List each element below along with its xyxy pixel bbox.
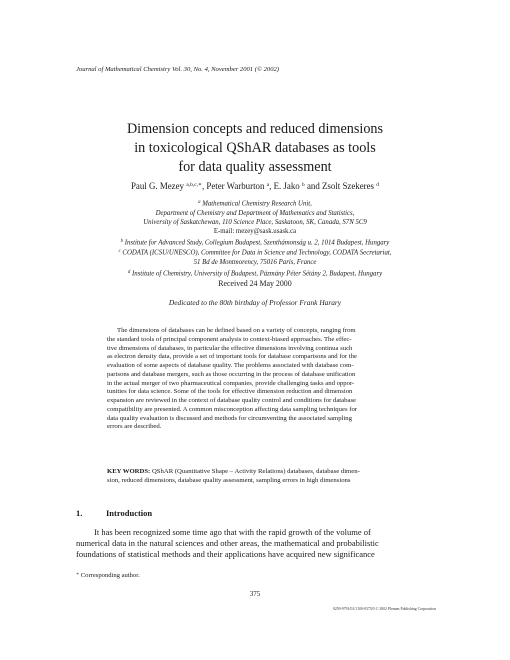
affiliation-a-line-3: University of Saskatchewan, 110 Science Place, Saskatoon, SK, Canada, S7N 5C9 xyxy=(143,219,367,227)
affiliation-c-line-2: 51 Bd de Montmorency, 75016 Paris, France xyxy=(193,259,317,267)
author-separator: , xyxy=(201,181,207,191)
affil-marker: c xyxy=(118,249,121,255)
affil-marker: b xyxy=(120,238,124,244)
abstract xyxy=(107,327,404,432)
author-affil-marker: a,b,c,∗ xyxy=(186,182,202,188)
keywords xyxy=(107,468,404,486)
affiliation-a-line-2: Department of Chemistry and Department of Mathematics and Statistics, xyxy=(155,209,355,217)
affiliations xyxy=(50,198,460,278)
abstract-line: data quality evaluation is discussed and methods for circumventing the associated sampling xyxy=(107,414,352,422)
abstract-line: errors are described. xyxy=(107,423,162,431)
footnote-marker: ∗ xyxy=(76,571,80,576)
keywords-text-2: sion, reduced dimensions, database quality assessment, sampling errors in high dimensions xyxy=(107,476,351,484)
affiliation-d: $^d$ Institute of Chemistry, University of Budapest, Pázmány Péter Sétány 2, Budapest, Hungary xyxy=(127,269,383,278)
author-name: Zsolt Szekeres xyxy=(321,181,374,191)
affiliation-b: $^b$ Institute for Advanced Study, Collegium Budapest, Szenthámonság u. 2, 1014 Budapest, Hungary xyxy=(120,238,390,247)
affil-marker: a xyxy=(198,200,201,205)
body-paragraph xyxy=(76,527,438,561)
abstract-line: parisons and database mergers, such as those occurring in the process of database unification xyxy=(107,370,356,378)
keywords-label: KEY WORDS: xyxy=(107,468,151,475)
author-name: E. Jako xyxy=(273,181,300,191)
copyright-line: 0259-9791/01/1100-0375/0 © 2002 Plenum Publishing Corporation xyxy=(332,607,436,611)
journal-header: Journal of Mathematical Chemistry Vol. 30, No. 4, November 2001 (© 2002) xyxy=(76,66,279,73)
dedication: Dedicated to the 80th birthday of Professor Frank Harary xyxy=(168,298,342,307)
abstract-line: as electron density data, provide a set of important tools for database comparisons and for the xyxy=(107,353,357,361)
author-list xyxy=(60,181,450,191)
abstract-line: evaluation of some aspects of database quality. The problems associated with database com- xyxy=(107,362,354,369)
section-number: 1. xyxy=(76,508,83,518)
contact-email: E-mail: mezey@sask.usask.ca xyxy=(213,228,297,236)
abstract-line: compatibility are presented. A common misconception affecting data sampling techniques for xyxy=(107,405,358,413)
author-affil-marker: b xyxy=(301,182,305,188)
abstract-line: tive dimensions of databases, in particular the effective dimensions involving continua such xyxy=(107,344,353,352)
footnote-text: Corresponding author. xyxy=(79,572,140,579)
body-line: It has been recognized some time ago that with the rapid growth of the volume of xyxy=(94,527,371,537)
title-line-2: in toxicological QShAR databases as tools xyxy=(134,140,376,156)
author-name: Paul G. Mezey xyxy=(130,181,184,191)
keywords-text: QShAR (Quantitative Shape – Activity Relations) databases, database dimen- xyxy=(150,468,360,475)
affiliation-c: $^c$ CODATA (ICSU/UNESCO), Committee for Data in Science and Technology, CODATA Secretariat, xyxy=(118,249,392,257)
title-line-3: for data quality assessment xyxy=(178,159,332,175)
section-heading xyxy=(76,508,152,518)
footnote xyxy=(76,571,140,579)
title-line-1: Dimension concepts and reduced dimensions xyxy=(126,121,384,137)
page-number: 375 xyxy=(249,590,261,598)
author-affil-marker: d xyxy=(376,182,380,188)
body-line: numerical data in the natural sciences and other areas, the mathematical and probabilistic xyxy=(76,538,379,549)
abstract-line: tunities for data science. Some of the tools for effective dimension reduction and dimension xyxy=(107,388,353,396)
abstract-line: in the actual merger of two pharmaceutical companies, provide challenging tasks and oppor- xyxy=(107,379,355,387)
affil-marker: d xyxy=(127,269,131,275)
paper-title xyxy=(60,120,450,177)
author-affil-marker: a xyxy=(266,182,270,188)
received-date: Received 24 May 2000 xyxy=(218,279,292,288)
author-separator: and xyxy=(304,181,322,191)
abstract-line: The dimensions of databases can be defined based on a variety of concepts, ranging from xyxy=(117,327,356,334)
affiliation-a: $^a$ Mathematical Chemistry Research Unit, xyxy=(198,200,312,208)
body-line: foundations of statistical methods and their applications have acquired new significance xyxy=(76,549,375,560)
author-name: Peter Warburton xyxy=(206,181,265,191)
abstract-line: expansion are reviewed in the context of database quality control and conditions for database xyxy=(107,397,357,404)
abstract-line: the standard tools of principal component analysis to context-biased approaches. The effec- xyxy=(107,335,352,343)
section-title: Introduction xyxy=(106,508,153,518)
author-separator: , xyxy=(269,181,274,191)
